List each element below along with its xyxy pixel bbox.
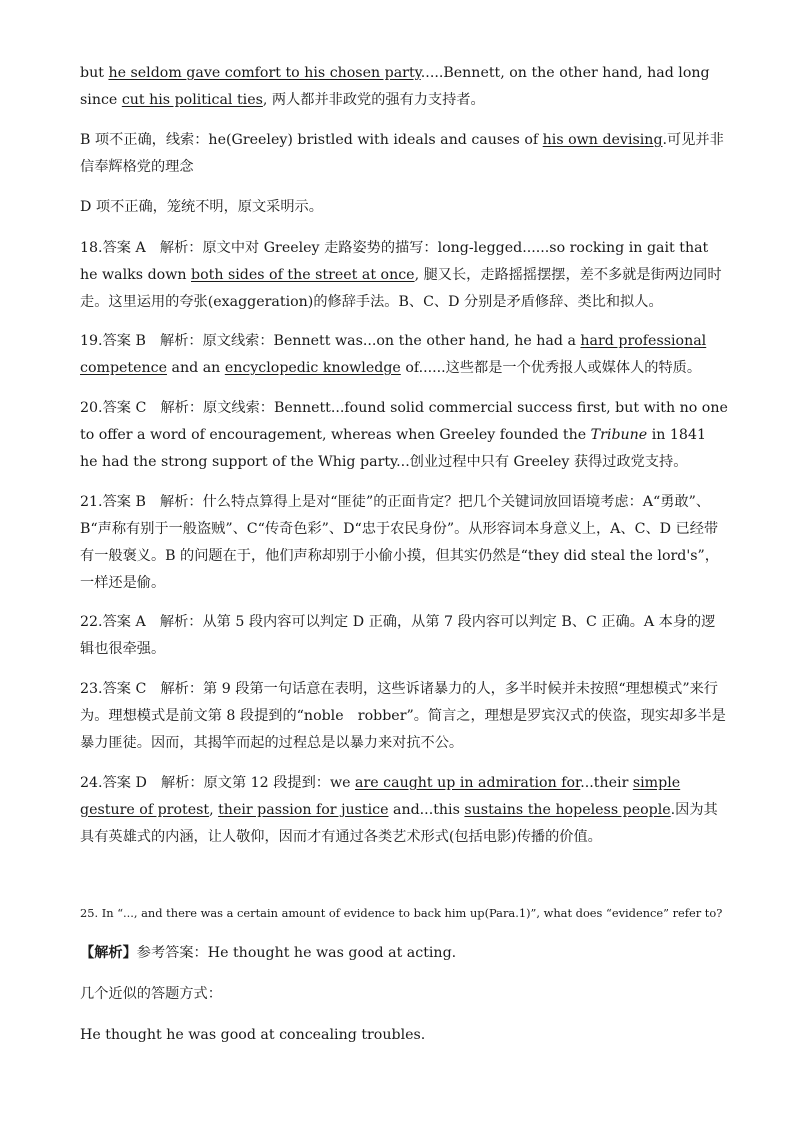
question-25: 25. In “..., and there was a certain amount of evidence to back him up(Para.1)”, what does “evidence” refer to? (80, 906, 723, 920)
answer-20: 20.答案 C 解析：原文线索：Bennett...found solid commercial success first, but with no one to offer a word of encouragement, whereas when Greeley founded the Tribune in 1841 he had the strong support of the Whig party...创业过程中只有 Greeley 获得过政党支持。 (80, 400, 728, 470)
answer-25: 【解析】参考答案：He thought he was good at acting. (80, 945, 457, 961)
similar-answers-heading: 几个近似的答题方式： (80, 986, 222, 1002)
paragraph-option-d: D 项不正确，笼统不明，原文采明示。 (80, 199, 323, 215)
paragraph-option-b: B 项不正确，线索：he(Greeley) bristled with ideals and causes of his own devising.可见并非信奉辉格党的理念 (80, 132, 724, 175)
answer-18: 18.答案 A 解析：原文中对 Greeley 走路姿势的描写：long-legged......so rocking in gait that he walks down both sides of the street at once, 腿又长，走路摇摇摆摆，差不多就是街两边同时走。这里运用的夸张(exaggeration)的修辞手法。B、C、D 分别是矛盾修辞、类比和拟人。 (80, 240, 722, 310)
answer-22: 22.答案 A 解析：从第 5 段内容可以判定 D 正确，从第 7 段内容可以判定 B、C 正确。A 本身的逻辑也很牵强。 (80, 614, 716, 657)
answer-19: 19.答案 B 解析：原文线索：Bennett was...on the other hand, he had a hard professional competence and an encyclopedic knowledge of......这些都是一个优秀报人或媒体人的特质。 (80, 333, 707, 376)
answer-24: 24.答案 D 解析：原文第 12 段提到：we are caught up in admiration for...their simple gesture of protest, their passion for justice and...this sustains the hopeless people.因为其具有英雄式的内涵，让人敬仰，因而才有通过各类艺术形式(包括电影)传播的价值。 (80, 775, 718, 845)
answer-23: 23.答案 C 解析：第 9 段第一句话意在表明，这些诉诸暴力的人，多半时候并未按照“理想模式”来行为。理想模式是前文第 8 段提到的“noble robber”。简言之，理想是罗宾汉式的侠盗，现实却多半是暴力匪徒。因而，其揭竿而起的过程总是以暴力来对抗不公。 (80, 681, 726, 751)
similar-answer-1: He thought he was good at concealing troubles. (80, 1027, 426, 1043)
paragraph-continuation: but he seldom gave comfort to his chosen party.....Bennett, on the other hand, had long since cut his political ties, 两人都并非政党的强有力支持者。 (80, 65, 710, 108)
answer-21: 21.答案 B 解析：什么特点算得上是对“匪徒”的正面肯定？把几个关键词放回语境考虑：A“勇敢”、B“声称有别于一般盗贼”、C“传奇色彩”、D“忠于农民身份”。从形容词本身意义上，A、C、D 已经带有一般褒义。B 的问题在于，他们声称却别于小偷小摸，但其实仍然是“they did steal the lord's”，一样还是偷。 (80, 494, 719, 591)
